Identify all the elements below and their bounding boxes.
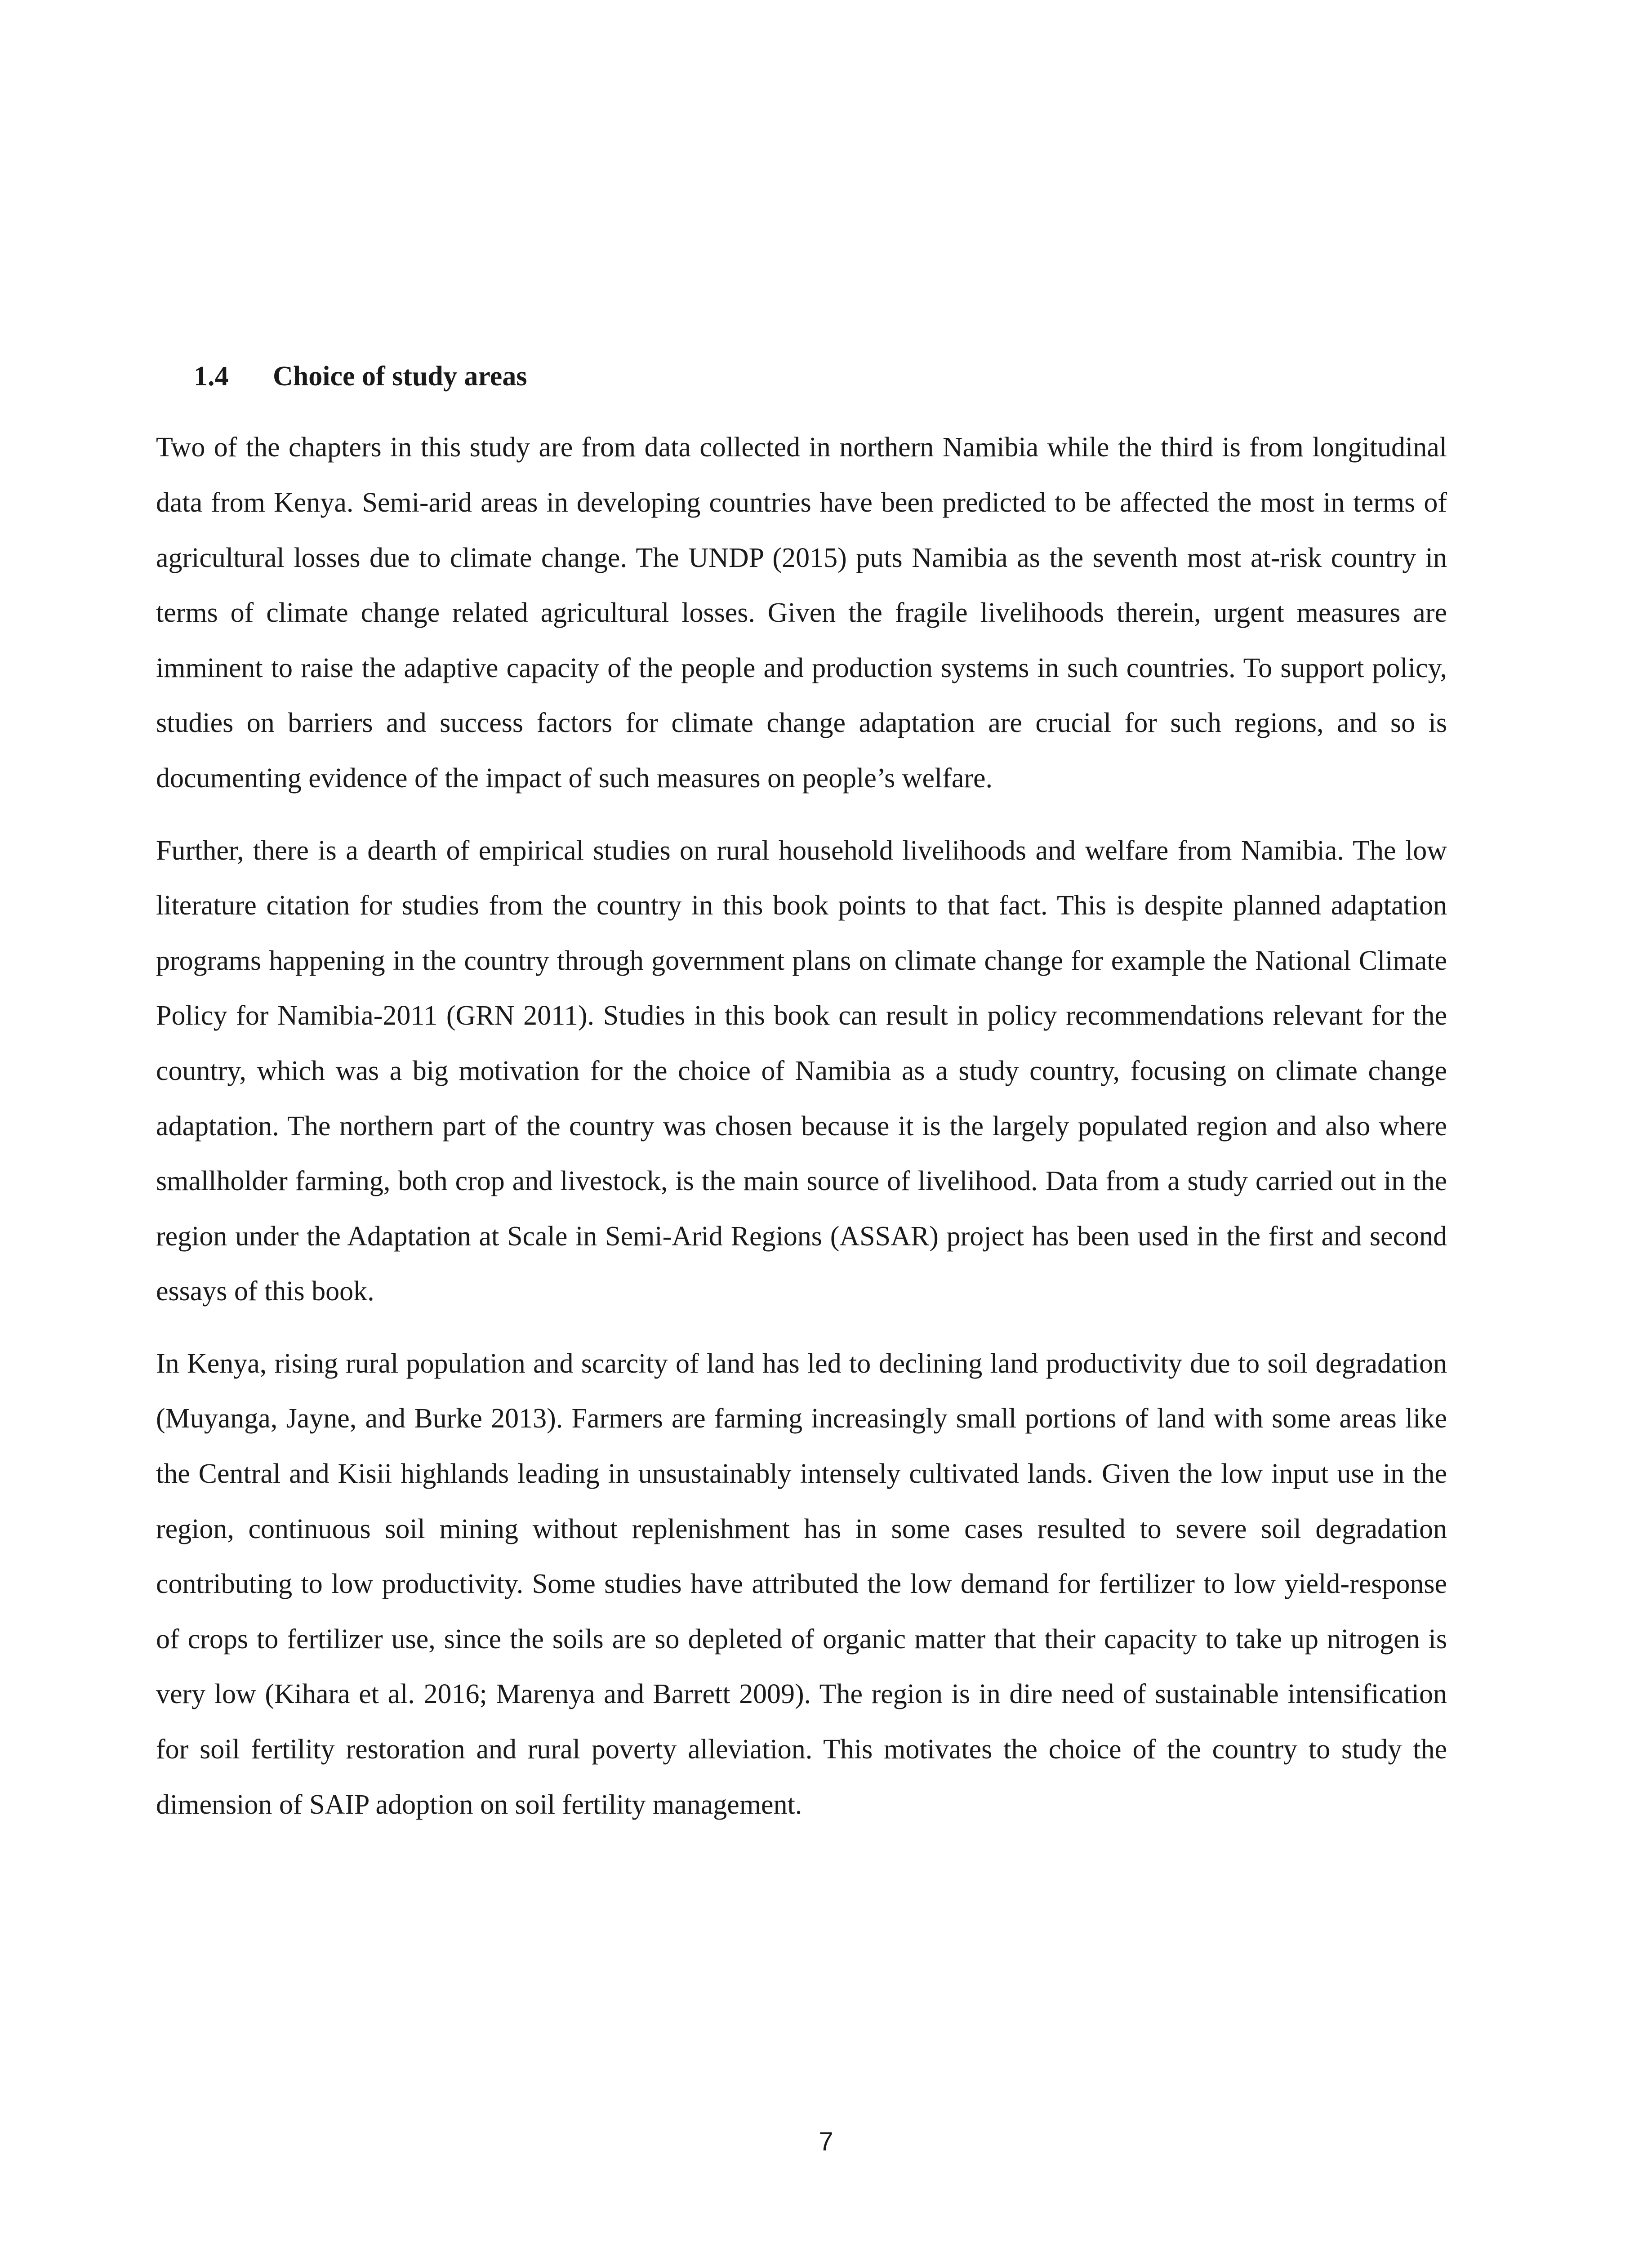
page-body	[156, 360, 1447, 1849]
paragraph-study-areas-intro: Two of the chapters in this study are from data collected in northern Namibia while the third is from longitudinal data from Kenya. Semi-arid areas in developing countries have been predicted to be affected the most in terms of agricultural losses due to climate change. The UNDP (2015) puts Namibia as the seventh most at-risk country in terms of climate change related agricultural losses. Given the fragile livelihoods therein, urgent measures are imminent to raise the adaptive capacity of the people and production systems in such countries. To support policy, studies on barriers and success factors for climate change adaptation are crucial for such regions, and so is documenting evidence of the impact of such measures on people’s welfare.	[156, 432, 1447, 794]
section-heading	[194, 360, 1447, 393]
paragraph-kenya-motivation: In Kenya, rising rural population and scarcity of land has led to declining land productivity due to soil degradation (Muyanga, Jayne, and Burke 2013). Farmers are farming increasingly small portions of land with some areas like the Central and Kisii highlands leading in unsustainably intensely cultivated lands. Given the low input use in the region, continuous soil mining without replenishment has in some cases resulted to severe soil degradation contributing to low productivity. Some studies have attributed the low demand for fertilizer to low yield-response of crops to fertilizer use, since the soils are so depleted of organic matter that their capacity to take up nitrogen is very low (Kihara et al. 2016; Marenya and Barrett 2009). The region is in dire need of sustainable intensification for soil fertility restoration and rural poverty alleviation. This motivates the choice of the country to study the dimension of SAIP adoption on soil fertility management.	[156, 1348, 1447, 1820]
section-number: 1.4	[194, 361, 229, 392]
paragraph-namibia-motivation: Further, there is a dearth of empirical studies on rural household livelihoods and welfare from Namibia. The low literature citation for studies from the country in this book points to that fact. This is despite planned adaptation programs happening in the country through government plans on climate change for example the National Climate Policy for Namibia-2011 (GRN 2011). Studies in this book can result in policy recommendations relevant for the country, which was a big motivation for the choice of Namibia as a study country, focusing on climate change adaptation. The northern part of the country was chosen because it is the largely populated region and also where smallholder farming, both crop and livestock, is the main source of livelihood. Data from a study carried out in the region under the Adaptation at Scale in Semi-Arid Regions (ASSAR) project has been used in the first and second essays of this book.	[156, 835, 1447, 1307]
page-number: 7	[819, 2127, 833, 2156]
section-title: Choice of study areas	[273, 361, 527, 392]
